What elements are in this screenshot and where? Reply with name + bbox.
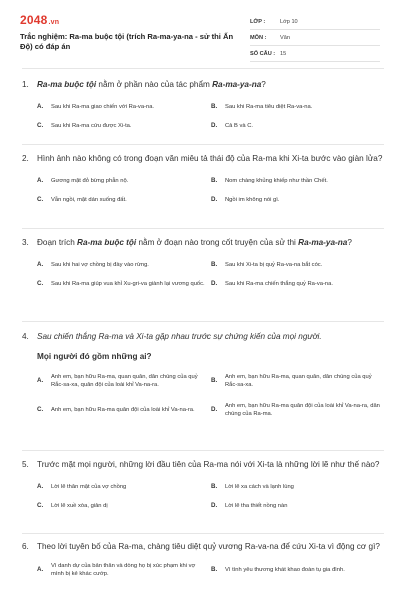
option-a[interactable]: A. Lời lẽ thân mật của vợ chồng <box>37 482 127 490</box>
divider <box>22 450 384 451</box>
option-c[interactable]: C. Anh em, bạn hữu Ra-ma quân đội của loài khỉ Va-na-ra. <box>37 405 195 413</box>
page-title: Trắc nghiệm: Ra-ma buộc tội (trích Ra-ma-ya-na - sử thi Ấn Độ) có đáp án <box>20 32 234 51</box>
option-c[interactable]: C. Sau khi Ra-ma giúp vua khỉ Xu-gri-va giành lại vương quốc. <box>37 280 205 288</box>
option-d[interactable]: D. Ngồi im không nói gì. <box>211 196 280 204</box>
option-c[interactable]: C. Vẫn ngồi, mặt dán xuống đất. <box>37 196 127 204</box>
option-b[interactable]: B. Sau khi Ra-ma tiêu diệt Ra-va-na. <box>211 102 313 110</box>
question-4: 4. Sau chiến thắng Ra-ma và Xi-ta gặp nhau trước sự chứng kiến của mọi người. Mọi người đó gồm những ai? A. Anh em, bạn hữu Ra-ma, quan quân, dân chúng của quỷ Rắc-sa-xa, quân đội của loài khỉ Va-na-ra. B. Anh em, bạn hữu Ra-ma, quan quân, dân chúng của quỷ Rắc-sa-xa. C. Anh em, bạn hữu Ra-ma quân đội của loài khỉ Va-na-ra. D. Anh em, bạn hữu Ra-ma quân đội của loài khỉ Va-na-ra, dân chúng của Ra-ma. <box>22 331 384 419</box>
question-text: Trước mặt mọi người, những lời đầu tiên của Ra-ma nói với Xi-ta là những lời lẽ như thế nào? <box>37 460 380 469</box>
divider <box>22 321 384 322</box>
option-d[interactable]: D. Anh em, bạn hữu Ra-ma quân đội của loài khỉ Va-na-ra, dân chúng của Ra-ma. <box>211 402 380 418</box>
option-b[interactable]: B. Lời lẽ xa cách và lạnh lùng <box>211 482 294 490</box>
option-a[interactable]: A. Gương mặt đỏ bừng phẫn nộ. <box>37 176 129 184</box>
question-text: Ra-ma buộc tội nằm ở phần nào của tác phẩm Ra-ma-ya-na? <box>37 80 266 89</box>
option-a[interactable]: A. Vì danh dự của bản thân và dòng họ bị xúc phạm khi vợ mình bị kẻ khác cướp. <box>37 562 196 578</box>
question-subtext: Mọi người đó gồm những ai? <box>37 351 152 361</box>
option-c[interactable]: C. Lời lẽ xuề xòa, giản dị <box>37 502 108 510</box>
question-2: 2. Hình ảnh nào không có trong đoạn văn miêu tả thái độ của Ra-ma khi Xi-ta bước vào giàn lửa? A. Gương mặt đỏ bừng phẫn nộ. B. Nom chàng khủng khiếp như thần Chết. C. Vẫn ngồi, mặt dán xuống đất. D. Ngồi im không nói gì. <box>22 154 383 204</box>
option-c[interactable]: C. Sau khi Ra-ma cứu được Xi-ta. <box>37 122 132 130</box>
page-header <box>0 0 400 62</box>
option-b[interactable]: B. Vì tình yêu thương khát khao đoàn tụ gia đình. <box>211 565 345 573</box>
option-a[interactable]: A. Sau khi hai vợ chồng bị đày vào rừng. <box>37 260 149 268</box>
option-b[interactable]: B. Sau khi Xi-ta bị quỷ Ra-va-na bắt cóc. <box>211 260 323 268</box>
meta-row-count: SỐ CÂU : 15 <box>250 46 380 62</box>
question-5: 5. Trước mặt mọi người, những lời đầu tiên của Ra-ma nói với Xi-ta là những lời lẽ như thế nào? A. Lời lẽ thân mật của vợ chồng B. Lời lẽ xa cách và lạnh lùng C. Lời lẽ xuề xòa, giản dị D. Lời lẽ tha thiết nồng nàn <box>22 459 384 511</box>
option-d[interactable]: D. Cả B và C. <box>211 122 254 130</box>
meta-row-class: LỚP : Lớp 10 <box>250 14 380 30</box>
option-d[interactable]: D. Lời lẽ tha thiết nồng nàn <box>211 502 288 510</box>
option-b[interactable]: B. Anh em, bạn hữu Ra-ma, quan quân, dân chúng của quỷ Rắc-sa-xa. <box>211 373 372 389</box>
divider <box>22 144 384 145</box>
option-a[interactable]: A. Sau khi Ra-ma giao chiến với Ra-va-na. <box>37 102 155 110</box>
quiz-meta-table <box>250 14 380 62</box>
question-text: Theo lời tuyên bố của Ra-ma, chàng tiêu diệt quỷ vương Ra-va-na để cứu Xi-ta vì động cơ gì? <box>37 542 380 551</box>
question-text: Sau chiến thắng Ra-ma và Xi-ta gặp nhau trước sự chứng kiến của mọi người. <box>37 332 322 341</box>
divider <box>22 533 384 534</box>
question-6: 6. Theo lời tuyên bố của Ra-ma, chàng tiêu diệt quỷ vương Ra-va-na để cứu Xi-ta vì động cơ gì? A. Vì danh dự của bản thân và dòng họ bị xúc phạm khi vợ mình bị kẻ khác cướp. B. Vì tình yêu thương khát khao đoàn tụ gia đình. <box>22 541 384 579</box>
question-text: Đoạn trích Ra-ma buộc tội nằm ở đoạn nào trong cốt truyện của sử thi Ra-ma-ya-na? <box>37 238 352 247</box>
meta-row-subject: MÔN : Văn <box>250 30 380 46</box>
divider <box>22 68 384 69</box>
option-a[interactable]: A. Anh em, bạn hữu Ra-ma, quan quân, dân chúng của quỷ Rắc-sa-xa, quân đội của loài khỉ Va-na-ra. <box>37 373 198 389</box>
question-1: 1. Ra-ma buộc tội nằm ở phần nào của tác phẩm Ra-ma-ya-na? A. Sau khi Ra-ma giao chiến với Ra-va-na. B. Sau khi Ra-ma tiêu diệt Ra-va-na. C. Sau khi Ra-ma cứu được Xi-ta. D. Cả B và C. <box>22 79 384 131</box>
divider <box>22 228 384 229</box>
question-3: 3. Đoạn trích Ra-ma buộc tội nằm ở đoạn nào trong cốt truyện của sử thi Ra-ma-ya-na? A. Sau khi hai vợ chồng bị đày vào rừng. B. Sau khi Xi-ta bị quỷ Ra-va-na bắt cóc. C. Sau khi Ra-ma giúp vua khỉ Xu-gri-va giành lại vương quốc. D. Sau khi Ra-ma chiến thắng quỷ Ra-va-na. <box>22 237 384 289</box>
question-text: Hình ảnh nào không có trong đoạn văn miêu tả thái độ của Ra-ma khi Xi-ta bước vào giàn lửa? <box>37 154 383 163</box>
option-d[interactable]: D. Sau khi Ra-ma chiến thắng quỷ Ra-va-na. <box>211 280 333 288</box>
option-b[interactable]: B. Nom chàng khủng khiếp như thần Chết. <box>211 176 328 184</box>
site-logo[interactable]: 2048.vn <box>20 13 60 27</box>
